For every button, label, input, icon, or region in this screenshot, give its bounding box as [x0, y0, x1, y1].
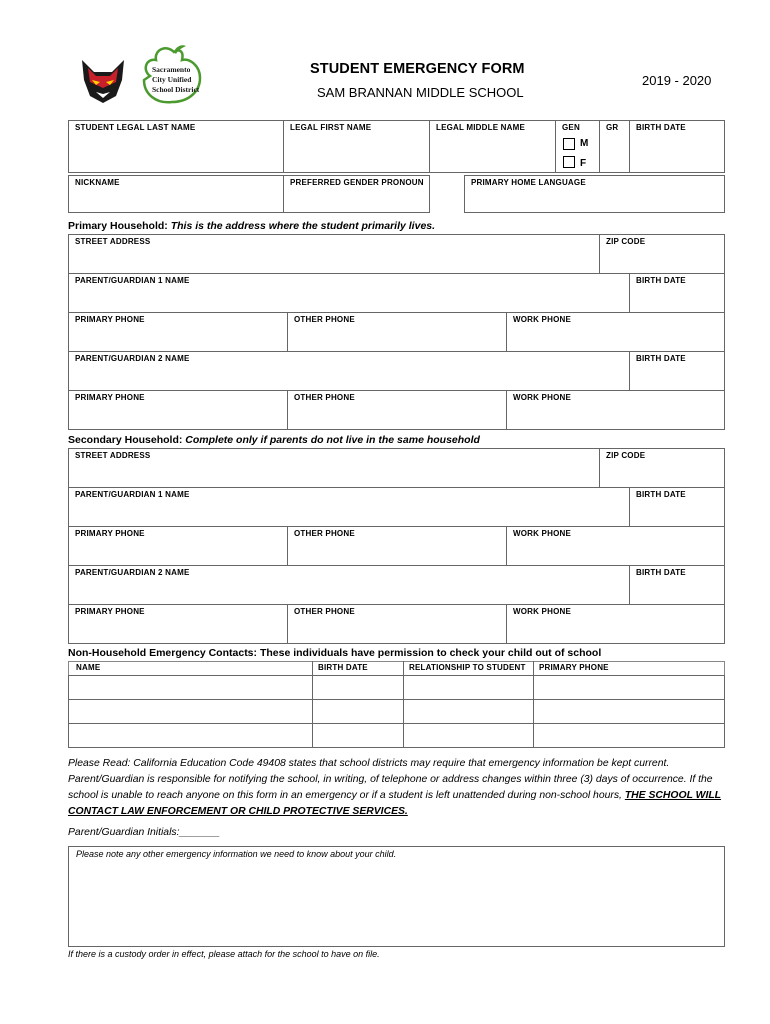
- gender-label: GEN: [562, 123, 580, 132]
- primary-p2-work-phone-field[interactable]: [506, 390, 725, 430]
- contact-row-1[interactable]: [68, 675, 725, 700]
- primary-p2-other-phone-label: OTHER PHONE: [294, 393, 355, 402]
- secondary-p2-work-phone-field[interactable]: [506, 604, 725, 644]
- gender-f-checkbox[interactable]: [563, 156, 575, 168]
- legal-notice-text: Please Read: California Education Code 49408 states that school districts may require that emergency information be kept current. Parent/Guardian is responsible for notifying the school, in writing, of telephone or address changes within three (3) days of occurrence. If the school is unable to reach anyone on this form in an emergency or if a student is left unattended during non-school hours,: [68, 758, 713, 801]
- legal-notice: [68, 756, 728, 820]
- contacts-col-birth: BIRTH DATE: [318, 663, 368, 672]
- primary-p1-other-phone-label: OTHER PHONE: [294, 315, 355, 324]
- secondary-p1-birth-label: BIRTH DATE: [636, 490, 686, 499]
- first-name-label: LEGAL FIRST NAME: [290, 123, 372, 132]
- contacts-col-phone: PRIMARY PHONE: [539, 663, 609, 672]
- primary-p1-work-phone-label: WORK PHONE: [513, 315, 571, 324]
- secondary-p2-name-field[interactable]: [68, 565, 630, 605]
- contacts-heading: Non-Household Emergency Contacts: These individuals have permission to check your child out of school: [68, 647, 602, 659]
- primary-p1-birth-label: BIRTH DATE: [636, 276, 686, 285]
- primary-p1-other-phone-field[interactable]: [287, 312, 507, 352]
- primary-p1-name-field[interactable]: [68, 273, 630, 313]
- primary-heading-bold: Primary Household:: [68, 220, 168, 232]
- primary-p1-primary-phone-field[interactable]: [68, 312, 288, 352]
- primary-p2-primary-phone-label: PRIMARY PHONE: [75, 393, 145, 402]
- secondary-p2-other-phone-label: OTHER PHONE: [294, 607, 355, 616]
- school-name: SAM BRANNAN MIDDLE SCHOOL: [317, 85, 524, 100]
- grade-label: GR: [606, 123, 619, 132]
- primary-p2-other-phone-field[interactable]: [287, 390, 507, 430]
- secondary-p2-name-label: PARENT/GUARDIAN 2 NAME: [75, 568, 190, 577]
- school-year: 2019 - 2020: [642, 73, 712, 88]
- legal-notice-emphasis: THE SCHOOL WILL CONTACT LAW ENFORCEMENT OR CHILD PROTECTIVE SERVICES.: [68, 790, 722, 817]
- primary-p2-primary-phone-field[interactable]: [68, 390, 288, 430]
- secondary-p2-primary-phone-field[interactable]: [68, 604, 288, 644]
- district-logo: [138, 44, 208, 106]
- secondary-p1-primary-phone-field[interactable]: [68, 526, 288, 566]
- svg-text:School District: School District: [152, 85, 200, 94]
- secondary-heading-note: Complete only if parents do not live in the same household: [185, 434, 480, 446]
- home-language-field[interactable]: [464, 175, 725, 213]
- secondary-zip-label: ZIP CODE: [606, 451, 646, 460]
- secondary-street-field[interactable]: [68, 448, 600, 488]
- pronoun-field[interactable]: [283, 175, 430, 213]
- secondary-p1-work-phone-label: WORK PHONE: [513, 529, 571, 538]
- gender-m-label: M: [580, 138, 589, 149]
- mascot-logo: [78, 58, 128, 104]
- primary-p1-work-phone-field[interactable]: [506, 312, 725, 352]
- parent-initials[interactable]: Parent/Guardian Initials:_______: [68, 827, 220, 838]
- primary-p2-name-label: PARENT/GUARDIAN 2 NAME: [75, 354, 190, 363]
- primary-p2-birth-field[interactable]: [629, 351, 725, 391]
- secondary-p1-name-field[interactable]: [68, 487, 630, 527]
- middle-name-label: LEGAL MIDDLE NAME: [436, 123, 526, 132]
- secondary-zip-field[interactable]: [599, 448, 725, 488]
- student-last-name-field[interactable]: [68, 120, 284, 173]
- secondary-street-label: STREET ADDRESS: [75, 451, 151, 460]
- secondary-p2-birth-field[interactable]: [629, 565, 725, 605]
- student-last-name-label: STUDENT LEGAL LAST NAME: [75, 123, 196, 132]
- primary-p2-name-field[interactable]: [68, 351, 630, 391]
- gender-field: [555, 120, 600, 173]
- primary-street-label: STREET ADDRESS: [75, 237, 151, 246]
- student-birth-date-label: BIRTH DATE: [636, 123, 686, 132]
- contacts-col-relationship: RELATIONSHIP TO STUDENT: [409, 663, 526, 672]
- gender-f-label: F: [580, 158, 587, 169]
- other-emergency-info-label: Please note any other emergency information we need to know about your child.: [76, 849, 397, 859]
- contacts-divider-3: [533, 661, 534, 748]
- custody-note: If there is a custody order in effect, please attach for the school to have on file.: [68, 949, 380, 959]
- primary-household-heading: [68, 220, 435, 232]
- contact-row-2[interactable]: [68, 699, 725, 724]
- primary-zip-label: ZIP CODE: [606, 237, 646, 246]
- nickname-label: NICKNAME: [75, 178, 120, 187]
- primary-p2-work-phone-label: WORK PHONE: [513, 393, 571, 402]
- secondary-household-heading: [68, 434, 480, 446]
- middle-name-field[interactable]: [429, 120, 556, 173]
- primary-p2-birth-label: BIRTH DATE: [636, 354, 686, 363]
- secondary-p2-birth-label: BIRTH DATE: [636, 568, 686, 577]
- first-name-field[interactable]: [283, 120, 430, 173]
- secondary-p1-name-label: PARENT/GUARDIAN 1 NAME: [75, 490, 190, 499]
- other-emergency-info-field[interactable]: [68, 846, 725, 947]
- secondary-p1-other-phone-field[interactable]: [287, 526, 507, 566]
- primary-p1-name-label: PARENT/GUARDIAN 1 NAME: [75, 276, 190, 285]
- secondary-p1-work-phone-field[interactable]: [506, 526, 725, 566]
- student-birth-date-field[interactable]: [629, 120, 725, 173]
- secondary-p1-birth-field[interactable]: [629, 487, 725, 527]
- contacts-divider-2: [403, 661, 404, 748]
- primary-street-field[interactable]: [68, 234, 600, 274]
- primary-p1-primary-phone-label: PRIMARY PHONE: [75, 315, 145, 324]
- contacts-col-name: NAME: [76, 663, 101, 672]
- svg-text:Sacramento: Sacramento: [152, 65, 191, 74]
- primary-zip-field[interactable]: [599, 234, 725, 274]
- primary-p1-birth-field[interactable]: [629, 273, 725, 313]
- contacts-divider-1: [312, 661, 313, 748]
- pronoun-label: PREFERRED GENDER PRONOUN: [290, 178, 424, 187]
- form-title: STUDENT EMERGENCY FORM: [310, 61, 525, 77]
- gender-m-checkbox[interactable]: [563, 138, 575, 150]
- grade-field[interactable]: [599, 120, 630, 173]
- contacts-header-row: [68, 661, 725, 676]
- primary-heading-note: This is the address where the student primarily lives.: [170, 220, 436, 232]
- secondary-p2-primary-phone-label: PRIMARY PHONE: [75, 607, 145, 616]
- svg-text:City Unified: City Unified: [152, 75, 192, 84]
- secondary-p1-other-phone-label: OTHER PHONE: [294, 529, 355, 538]
- secondary-p1-primary-phone-label: PRIMARY PHONE: [75, 529, 145, 538]
- secondary-p2-other-phone-field[interactable]: [287, 604, 507, 644]
- home-language-label: PRIMARY HOME LANGUAGE: [471, 178, 586, 187]
- secondary-heading-bold: Secondary Household:: [68, 434, 183, 446]
- contact-row-3[interactable]: [68, 723, 725, 748]
- nickname-field[interactable]: [68, 175, 284, 213]
- secondary-p2-work-phone-label: WORK PHONE: [513, 607, 571, 616]
